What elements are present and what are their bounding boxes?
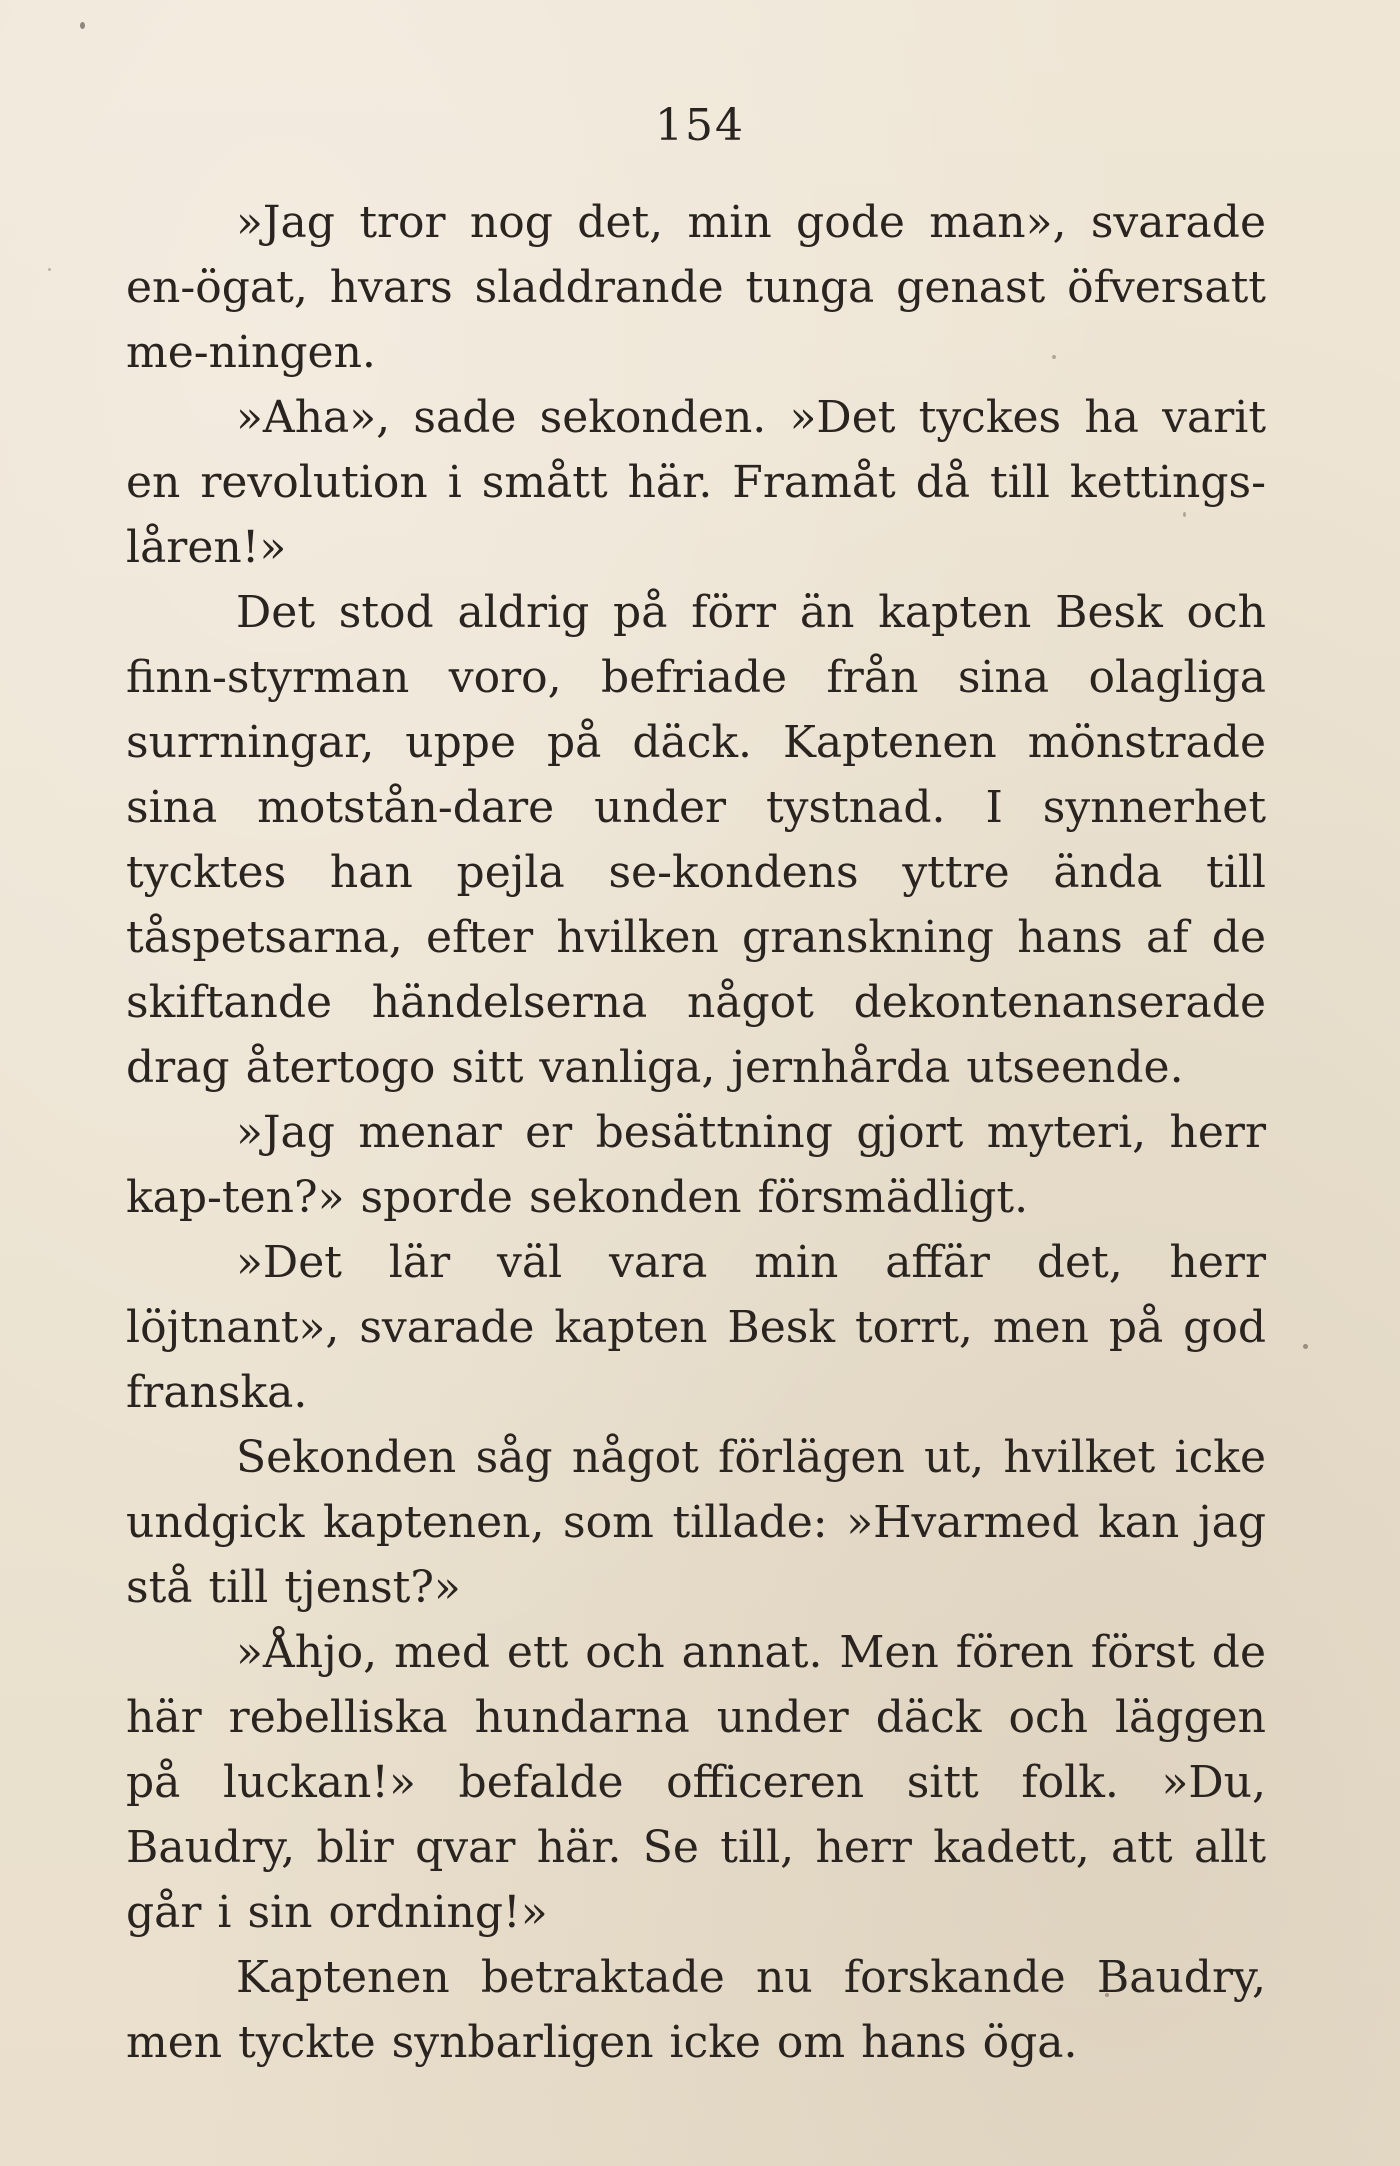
- paper-speck: [48, 268, 51, 271]
- paragraph: Kaptenen betraktade nu forskande Baudry, men tyckte synbarligen icke om hans öga.: [126, 1952, 1266, 2068]
- paragraph: »Åhjo, med ett och annat. Men fören först de här rebelliska hundarna under däck och läggen på luckan!» befalde officeren sitt folk. »Du, Baudry, blir qvar här. Se till, herr kadett, att allt går i sin ordning!»: [126, 1627, 1266, 1938]
- paragraph: Sekonden såg något förlägen ut, hvilket icke undgick kaptenen, som tillade: »Hvarmed kan jag stå till tjenst?»: [126, 1432, 1266, 1613]
- paragraph: Det stod aldrig på förr än kapten Besk och finn-styrman voro, befriade från sina olagliga surrningar, uppe på däck. Kaptenen mönstrade sina motstån-dare under tystnad. I synnerhet tycktes han pejla se-kondens yttre ända till tåspetsarna, efter hvilken granskning hans af de skiftande händelserna något dekontenanserade drag återtogo sitt vanliga, jernhårda utseende.: [126, 587, 1266, 1093]
- body-text: [126, 190, 1266, 2075]
- paragraph: »Det lär väl vara min affär det, herr löjtnant», svarade kapten Besk torrt, men på god franska.: [126, 1237, 1266, 1418]
- paper-speck: [80, 22, 85, 29]
- paper-speck: [1303, 1344, 1308, 1349]
- paragraph: »Aha», sade sekonden. »Det tyckes ha varit en revolution i smått här. Framåt då till kettings-låren!»: [126, 392, 1266, 573]
- page-number: 154: [655, 100, 745, 151]
- paragraph: »Jag menar er besättning gjort myteri, herr kap-ten?» sporde sekonden försmädligt.: [126, 1107, 1266, 1223]
- paragraph: »Jag tror nog det, min gode man», svarade en-ögat, hvars sladdrande tunga genast öfversatt me-ningen.: [126, 197, 1266, 378]
